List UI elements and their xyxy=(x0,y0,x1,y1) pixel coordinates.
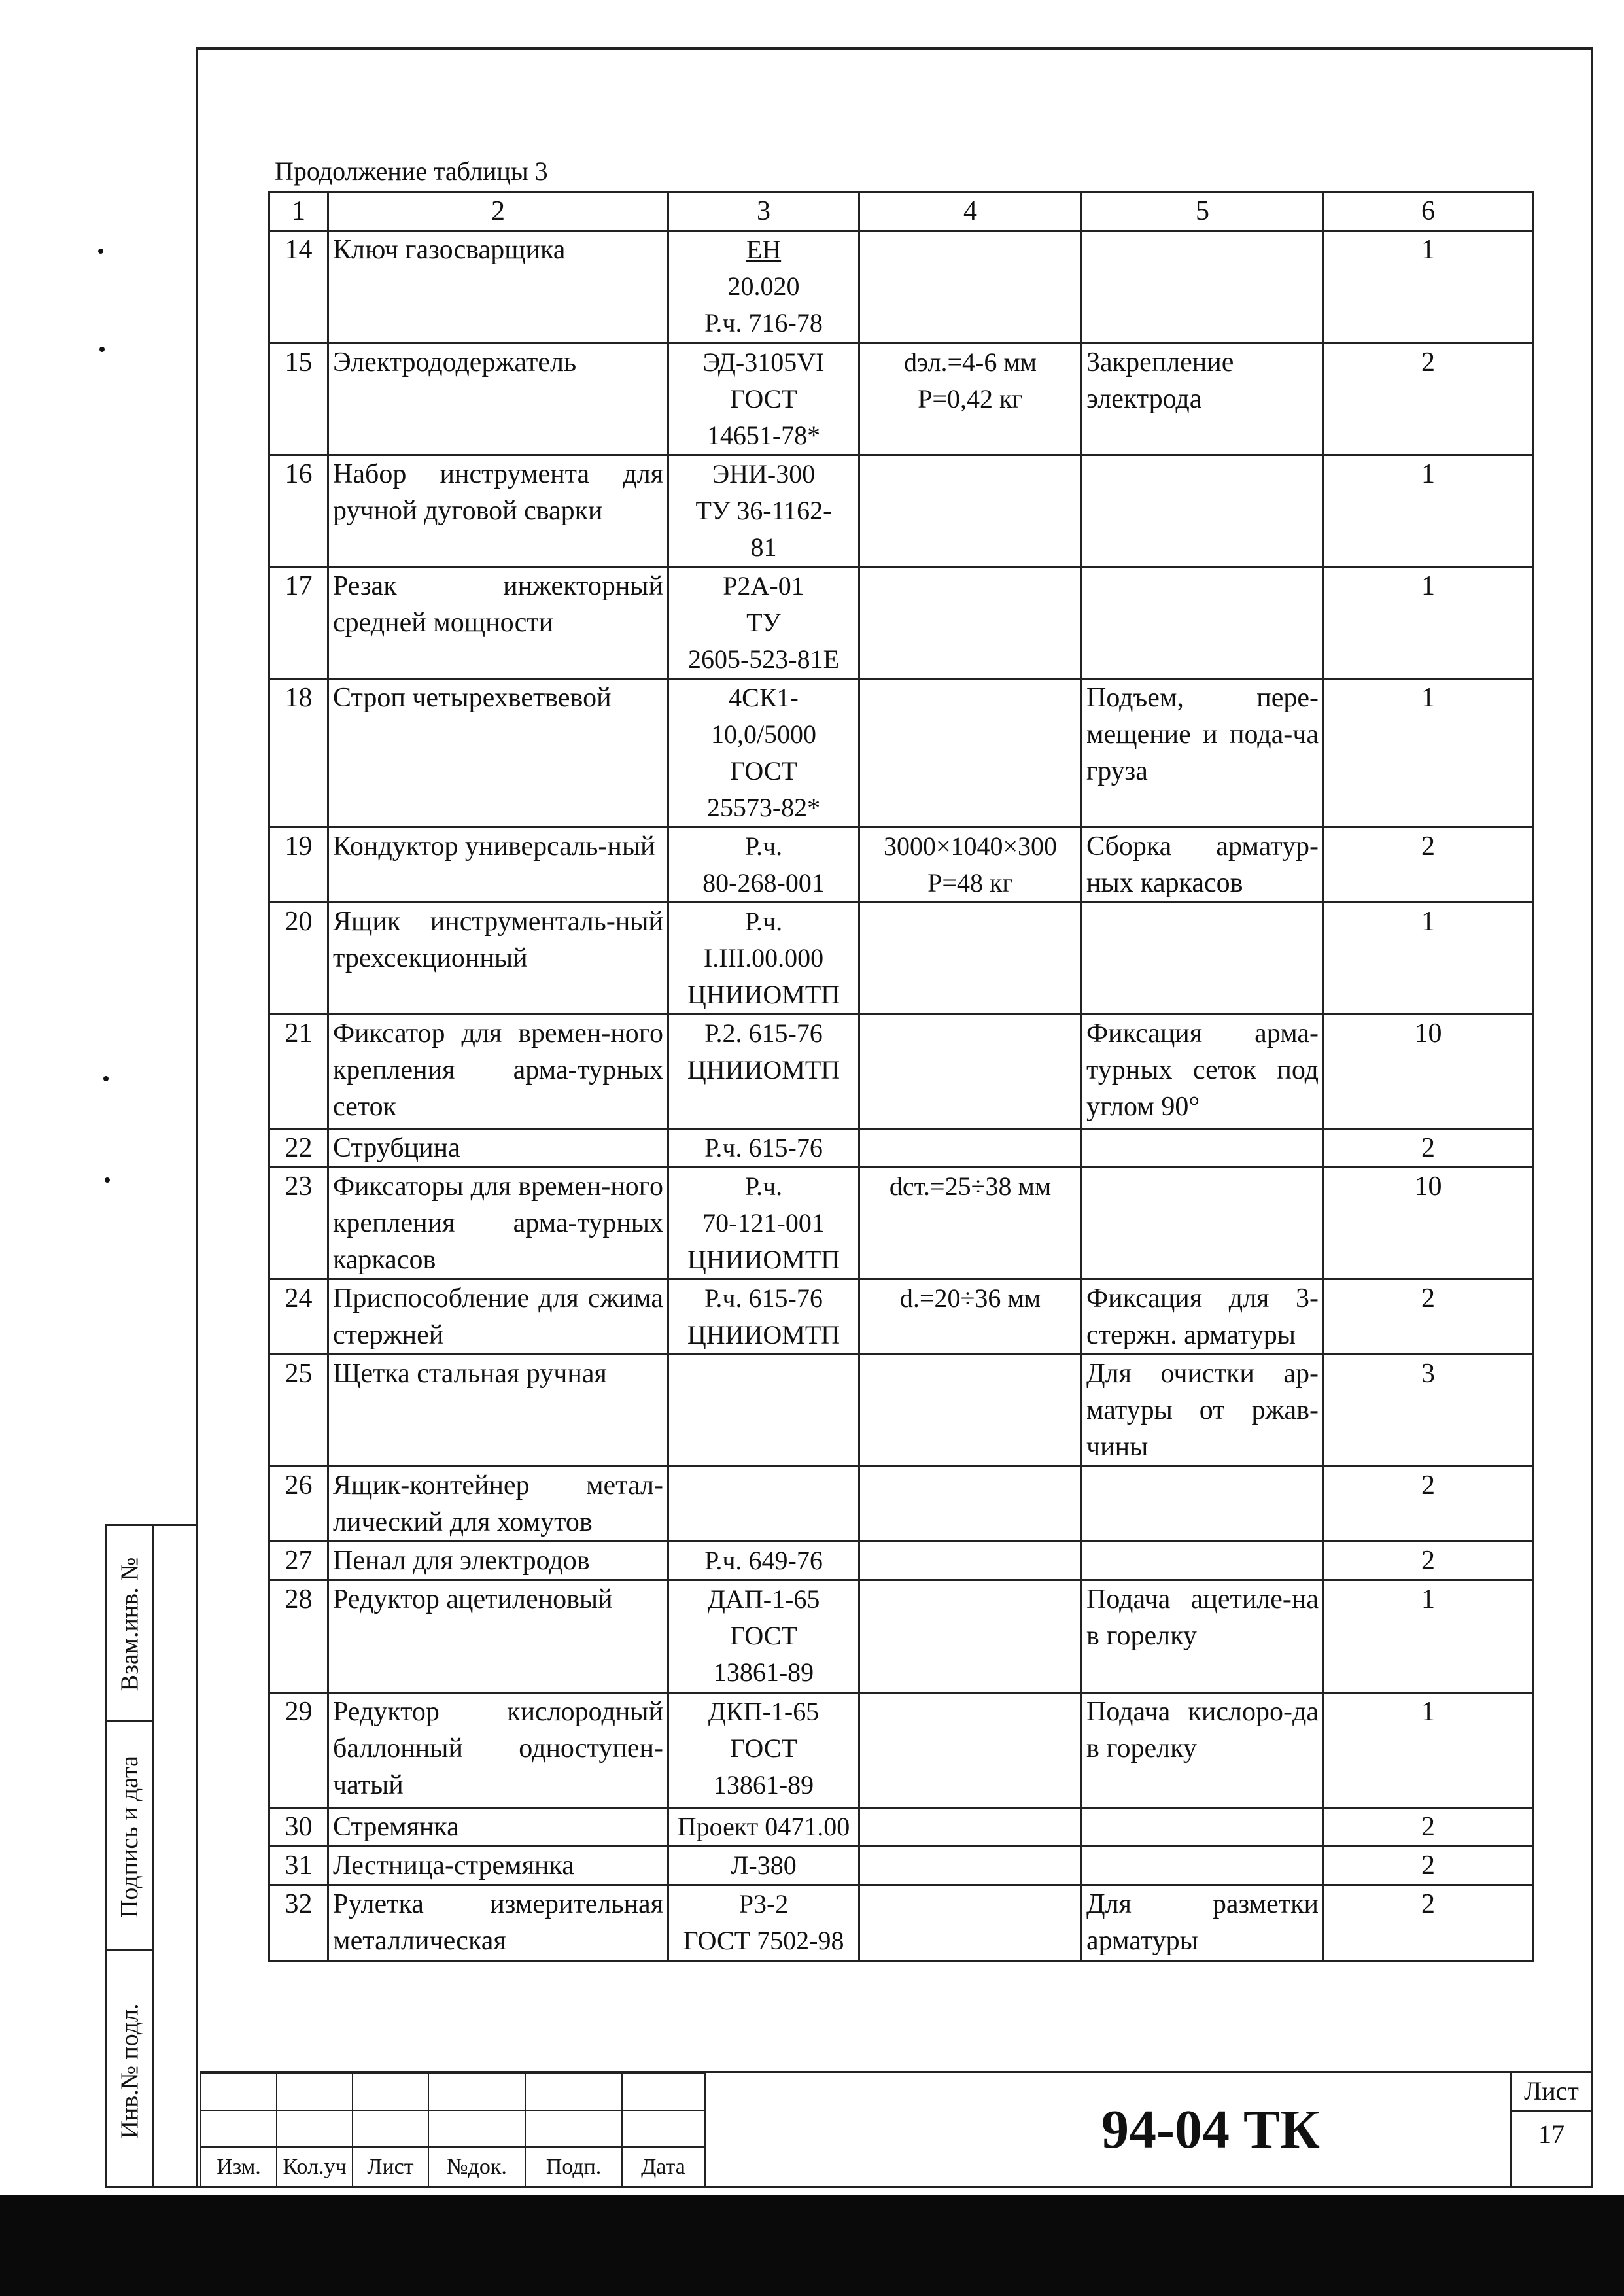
table-row xyxy=(269,343,1533,455)
name-cell: Струбцина xyxy=(328,1129,668,1168)
quantity-cell: 1 xyxy=(1324,903,1533,1015)
header-cell: 3 xyxy=(668,192,859,231)
document-line: ЭД-3105VI xyxy=(702,347,825,377)
document-line: ГОСТ 7502-98 xyxy=(683,1926,844,1955)
row-number-cell: 24 xyxy=(269,1279,328,1355)
parameter-cell xyxy=(859,1847,1082,1885)
parameter-cell xyxy=(859,1168,1082,1279)
document-cell xyxy=(668,1129,859,1168)
document-cell xyxy=(668,455,859,567)
parameter-line: d.=20÷36 мм xyxy=(899,1283,1041,1313)
row-number-cell: 19 xyxy=(269,827,328,903)
scan-border-bar xyxy=(0,2195,1624,2296)
document-line: ГОСТ xyxy=(730,384,797,413)
table-row xyxy=(269,1580,1533,1693)
document-line: 20.020 xyxy=(727,271,800,301)
inv-original-label: Инв.№ подл. xyxy=(116,2002,144,2139)
purpose-cell xyxy=(1082,455,1324,567)
quantity-cell: 1 xyxy=(1324,455,1533,567)
quantity-cell: 1 xyxy=(1324,1693,1533,1808)
row-number-cell: 14 xyxy=(269,231,328,343)
header-cell: 6 xyxy=(1324,192,1533,231)
name-cell: Электрододержатель xyxy=(328,343,668,455)
row-number-cell: 15 xyxy=(269,343,328,455)
document-line: 2605-523-81Е xyxy=(687,644,840,674)
table-row xyxy=(269,1693,1533,1808)
document-line: ЭНИ-300 xyxy=(712,459,816,489)
document-line: ЕН xyxy=(746,235,782,264)
revision-stamp xyxy=(200,2073,705,2187)
header-cell: 1 xyxy=(269,192,328,231)
row-number-cell: 18 xyxy=(269,679,328,827)
purpose-cell: Для разметки арматуры xyxy=(1082,1885,1324,1962)
parameter-cell xyxy=(859,827,1082,903)
table-row xyxy=(269,1129,1533,1168)
stamp-label: Лист xyxy=(353,2147,428,2187)
quantity-cell: 1 xyxy=(1324,231,1533,343)
document-line: 13861-89 xyxy=(713,1770,814,1800)
table-row xyxy=(269,1542,1533,1580)
parameter-cell xyxy=(859,903,1082,1015)
stamp-label: Изм. xyxy=(201,2147,277,2187)
quantity-cell: 3 xyxy=(1324,1355,1533,1467)
quantity-cell: 2 xyxy=(1324,1467,1533,1542)
row-number-cell: 23 xyxy=(269,1168,328,1279)
document-line: Р.ч. 649-76 xyxy=(704,1546,823,1575)
quantity-cell: 1 xyxy=(1324,1580,1533,1693)
name-cell: Пенал для электродов xyxy=(328,1542,668,1580)
document-cell xyxy=(668,903,859,1015)
sheet-label: Лист xyxy=(1512,2073,1591,2112)
signature-date-label: Подпись и дата xyxy=(116,1755,144,1919)
quantity-cell: 2 xyxy=(1324,1808,1533,1847)
document-line: ДАП-1-65 xyxy=(707,1584,820,1614)
document-cell xyxy=(668,1847,859,1885)
table-row xyxy=(269,1808,1533,1847)
stamp-label: Подп. xyxy=(525,2147,622,2187)
table-header-row xyxy=(269,192,1533,231)
stamp-label: №док. xyxy=(428,2147,525,2187)
document-cell xyxy=(668,1580,859,1693)
name-cell: Щетка стальная ручная xyxy=(328,1355,668,1467)
parameter-cell xyxy=(859,1467,1082,1542)
document-cell xyxy=(668,679,859,827)
name-cell: Рулетка измерительная металлическая xyxy=(328,1885,668,1962)
table-row xyxy=(269,1885,1533,1962)
name-cell: Резак инжекторный средней мощности xyxy=(328,567,668,679)
document-cell xyxy=(668,1542,859,1580)
strip-divider xyxy=(152,1526,154,2186)
document-cell xyxy=(668,1693,859,1808)
purpose-cell: Фиксация для 3-стержн. арматуры xyxy=(1082,1279,1324,1355)
document-cell xyxy=(668,1015,859,1129)
purpose-cell xyxy=(1082,1168,1324,1279)
row-number-cell: 22 xyxy=(269,1129,328,1168)
quantity-cell: 1 xyxy=(1324,679,1533,827)
row-number-cell: 20 xyxy=(269,903,328,1015)
parameter-cell xyxy=(859,343,1082,455)
name-cell: Редуктор ацетиленовый xyxy=(328,1580,668,1693)
parameter-cell xyxy=(859,679,1082,827)
quantity-cell: 2 xyxy=(1324,1542,1533,1580)
document-line: 25573-82* xyxy=(706,793,821,822)
scan-speck xyxy=(105,1177,110,1183)
sheet-number: 17 xyxy=(1538,2119,1564,2149)
document-line: ЦНИИОМТП xyxy=(687,980,840,1009)
document-line: Р3-2 xyxy=(738,1889,789,1919)
document-line: ЦНИИОМТП xyxy=(687,1055,840,1085)
parameter-line: 3000×1040×300 xyxy=(883,831,1058,861)
document-line: ТУ xyxy=(746,608,781,637)
purpose-cell: Подъем, пере-мещение и пода-ча груза xyxy=(1082,679,1324,827)
parameter-cell xyxy=(859,1355,1082,1467)
row-number-cell: 21 xyxy=(269,1015,328,1129)
document-line: Р.ч. xyxy=(744,1172,783,1201)
document-cell xyxy=(668,1355,859,1467)
parameter-cell xyxy=(859,1279,1082,1355)
name-cell: Ключ газосварщика xyxy=(328,231,668,343)
row-number-cell: 30 xyxy=(269,1808,328,1847)
parameter-cell xyxy=(859,455,1082,567)
name-cell: Редуктор кислородный баллонный одноступен-чатый xyxy=(328,1693,668,1808)
parameter-line: Р=48 кг xyxy=(927,868,1013,897)
document-line: ДКП-1-65 xyxy=(708,1697,820,1726)
quantity-cell: 2 xyxy=(1324,1129,1533,1168)
document-line: Р.ч. xyxy=(744,907,783,936)
parameter-cell xyxy=(859,1129,1082,1168)
document-cell xyxy=(668,1885,859,1962)
document-line: 13861-89 xyxy=(713,1658,814,1687)
quantity-cell: 2 xyxy=(1324,827,1533,903)
table-row xyxy=(269,679,1533,827)
stamp-label: Дата xyxy=(622,2147,704,2187)
row-number-cell: 27 xyxy=(269,1542,328,1580)
purpose-cell xyxy=(1082,231,1324,343)
document-line: 10,0/5000 xyxy=(710,720,817,749)
purpose-cell xyxy=(1082,903,1324,1015)
name-cell: Строп четырехветвевой xyxy=(328,679,668,827)
parameter-cell xyxy=(859,1693,1082,1808)
purpose-cell xyxy=(1082,1542,1324,1580)
parameter-cell xyxy=(859,231,1082,343)
document-cell xyxy=(668,1808,859,1847)
scan-speck xyxy=(98,249,103,254)
parameter-line: dэл.=4-6 мм xyxy=(904,347,1037,377)
stamp-label: Кол.уч xyxy=(277,2147,353,2187)
document-cell xyxy=(668,567,859,679)
table-row xyxy=(269,1355,1533,1467)
sheet-box xyxy=(1510,2073,1591,2186)
name-cell: Фиксатор для времен-ного крепления арма-турных сеток xyxy=(328,1015,668,1129)
table-row xyxy=(269,455,1533,567)
name-cell: Фиксаторы для времен-ного крепления арма-турных каркасов xyxy=(328,1168,668,1279)
purpose-cell: Подача ацетиле-на в горелку xyxy=(1082,1580,1324,1693)
side-approval-strip xyxy=(105,1524,198,2188)
document-line: Р2А-01 xyxy=(723,571,804,600)
document-line: Р.ч. 615-76 xyxy=(704,1133,823,1162)
table-row xyxy=(269,1467,1533,1542)
document-cell xyxy=(668,343,859,455)
scan-speck xyxy=(99,347,105,352)
quantity-cell: 2 xyxy=(1324,343,1533,455)
document-cell xyxy=(668,1168,859,1279)
table-row xyxy=(269,567,1533,679)
document-line: ГОСТ xyxy=(730,1621,797,1650)
row-number-cell: 25 xyxy=(269,1355,328,1467)
name-cell: Кондуктор универсаль-ный xyxy=(328,827,668,903)
document-cell xyxy=(668,827,859,903)
inv-exchange-label: Взам.инв. № xyxy=(116,1557,144,1692)
document-line: Проект 0471.00 xyxy=(677,1812,850,1841)
document-line: ГОСТ xyxy=(730,1733,797,1763)
table-row xyxy=(269,1847,1533,1885)
table-row xyxy=(269,827,1533,903)
purpose-cell xyxy=(1082,1847,1324,1885)
parameter-line: dст.=25÷38 мм xyxy=(889,1172,1052,1201)
document-line: I.III.00.000 xyxy=(703,943,824,973)
header-cell: 2 xyxy=(328,192,668,231)
table-row xyxy=(269,231,1533,343)
name-cell: Лестница-стремянка xyxy=(328,1847,668,1885)
document-cell xyxy=(668,1467,859,1542)
row-number-cell: 17 xyxy=(269,567,328,679)
document-line: Р.2. 615-76 xyxy=(704,1018,823,1048)
scan-speck xyxy=(103,1076,109,1081)
equipment-table xyxy=(268,191,1534,1962)
document-line: 70-121-001 xyxy=(702,1208,825,1238)
row-number-cell: 28 xyxy=(269,1580,328,1693)
purpose-cell: Фиксация арма-турных сеток под углом 90° xyxy=(1082,1015,1324,1129)
parameter-cell xyxy=(859,1542,1082,1580)
header-cell: 4 xyxy=(859,192,1082,231)
table-row xyxy=(269,1279,1533,1355)
purpose-cell: Для очистки ар-матуры от ржав-чины xyxy=(1082,1355,1324,1467)
parameter-cell xyxy=(859,567,1082,679)
quantity-cell: 2 xyxy=(1324,1279,1533,1355)
table-row xyxy=(269,1168,1533,1279)
purpose-cell xyxy=(1082,1467,1324,1542)
table-caption: Продолжение таблицы 3 xyxy=(275,156,548,186)
document-line: ЦНИИОМТП xyxy=(687,1245,840,1274)
row-number-cell: 29 xyxy=(269,1693,328,1808)
parameter-cell xyxy=(859,1580,1082,1693)
document-code: 94-04 ТК xyxy=(704,2073,1624,2186)
quantity-cell: 10 xyxy=(1324,1015,1533,1129)
document-line: ЦНИИОМТП xyxy=(687,1320,840,1349)
document-line: ТУ 36-1162- xyxy=(695,496,832,525)
name-cell: Ящик-контейнер метал-лический для хомутов xyxy=(328,1467,668,1542)
document-line: Р.ч. 716-78 xyxy=(704,308,823,338)
header-cell: 5 xyxy=(1082,192,1324,231)
purpose-cell: Подача кислоро-да в горелку xyxy=(1082,1693,1324,1808)
row-number-cell: 16 xyxy=(269,455,328,567)
name-cell: Ящик инструменталь-ный трехсекционный xyxy=(328,903,668,1015)
purpose-cell: Закрепление электрода xyxy=(1082,343,1324,455)
row-number-cell: 31 xyxy=(269,1847,328,1885)
purpose-cell xyxy=(1082,1808,1324,1847)
quantity-cell: 2 xyxy=(1324,1847,1533,1885)
parameter-cell xyxy=(859,1015,1082,1129)
row-number-cell: 26 xyxy=(269,1467,328,1542)
parameter-cell xyxy=(859,1885,1082,1962)
document-cell xyxy=(668,231,859,343)
name-cell: Приспособление для сжима стержней xyxy=(328,1279,668,1355)
parameter-line: Р=0,42 кг xyxy=(918,384,1023,413)
quantity-cell: 1 xyxy=(1324,567,1533,679)
purpose-cell: Сборка арматур-ных каркасов xyxy=(1082,827,1324,903)
row-number-cell: 32 xyxy=(269,1885,328,1962)
document-line: ГОСТ xyxy=(730,756,797,786)
table-row xyxy=(269,1015,1533,1129)
document-line: 14651-78* xyxy=(706,421,821,450)
document-line: 80-268-001 xyxy=(702,868,825,897)
document-cell xyxy=(668,1279,859,1355)
document-line: 4СК1- xyxy=(729,683,799,712)
quantity-cell: 10 xyxy=(1324,1168,1533,1279)
purpose-cell xyxy=(1082,567,1324,679)
document-line: Л-380 xyxy=(731,1851,797,1880)
purpose-cell xyxy=(1082,1129,1324,1168)
parameter-cell xyxy=(859,1808,1082,1847)
document-line: Р.ч. xyxy=(744,831,783,861)
document-line: Р.ч. 615-76 xyxy=(704,1283,823,1313)
table-row xyxy=(269,903,1533,1015)
document-line: 81 xyxy=(750,532,777,562)
quantity-cell: 2 xyxy=(1324,1885,1533,1962)
name-cell: Набор инструмента для ручной дуговой сварки xyxy=(328,455,668,567)
name-cell: Стремянка xyxy=(328,1808,668,1847)
title-block xyxy=(200,2071,1591,2186)
